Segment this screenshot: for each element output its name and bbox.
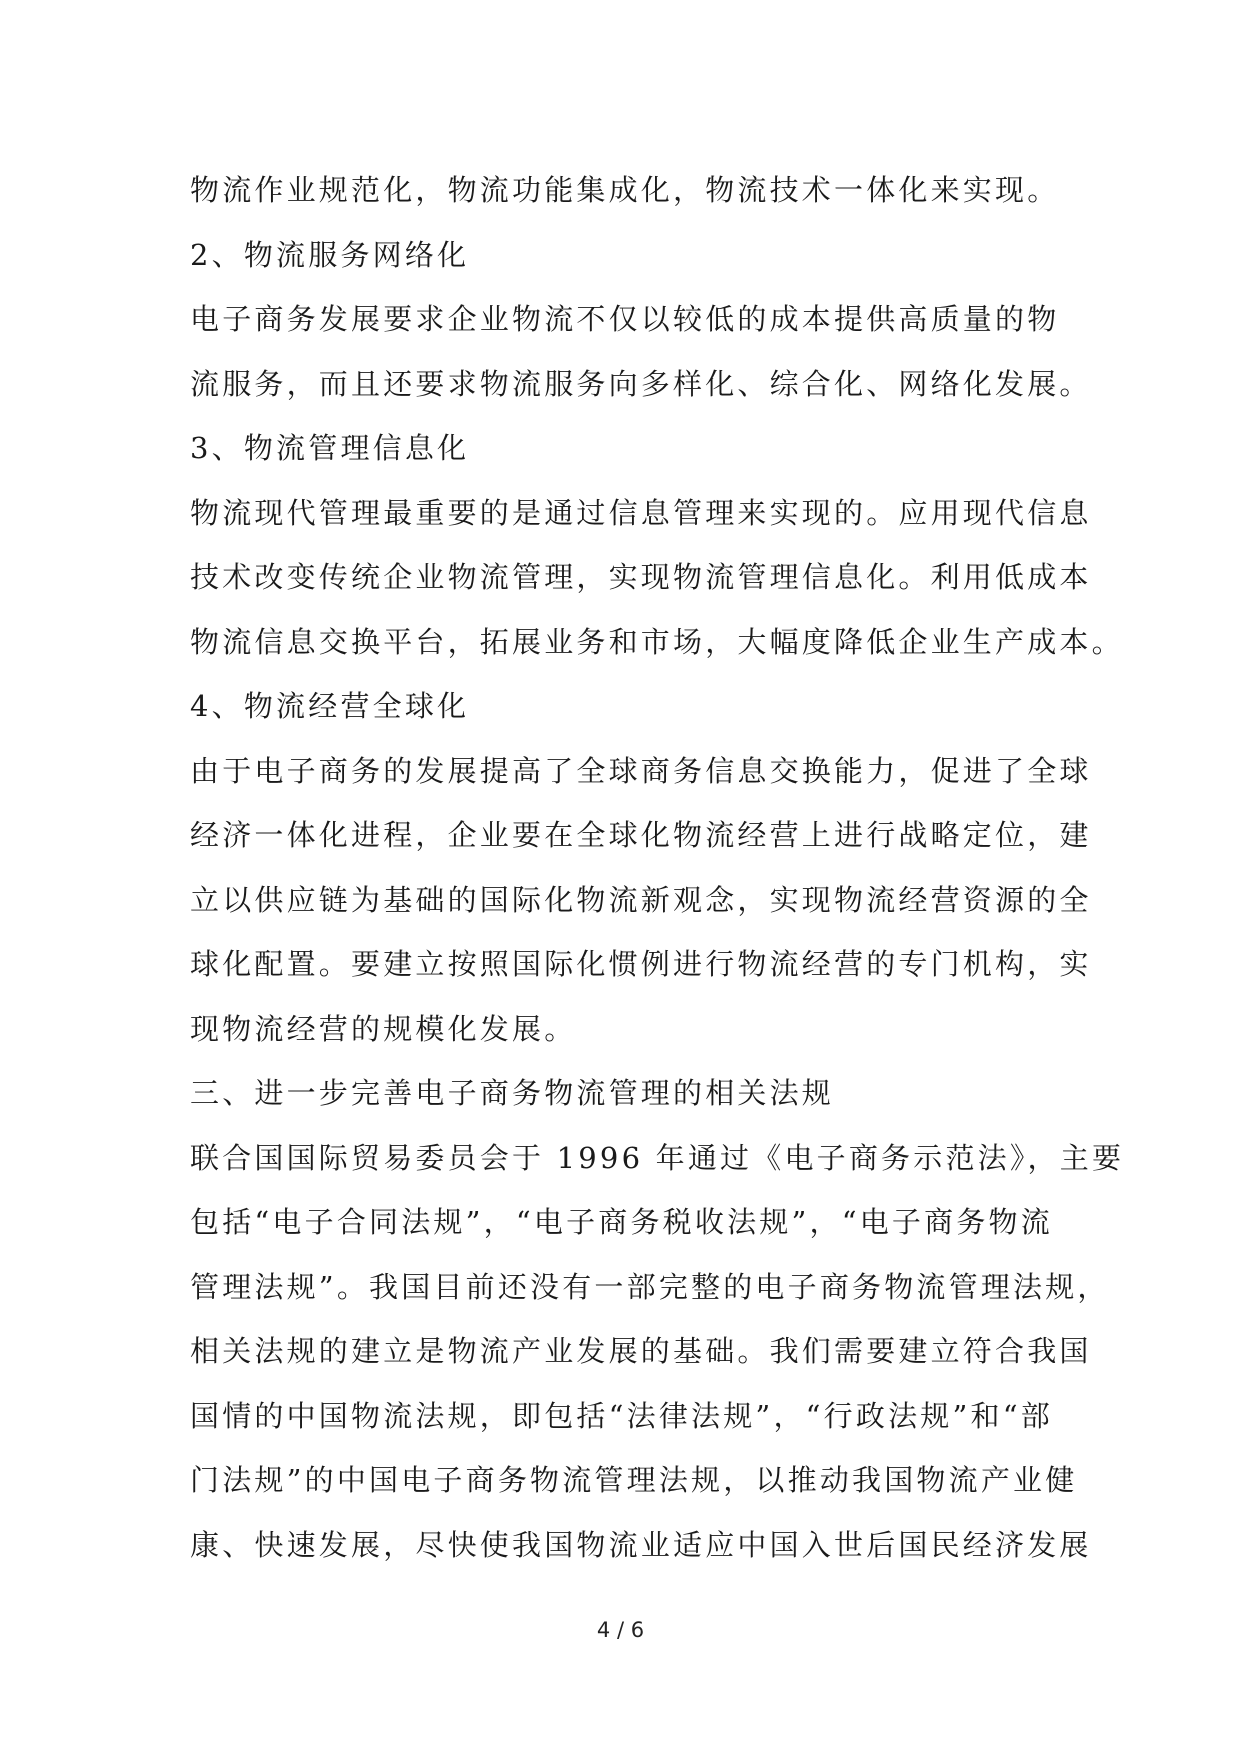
- section-heading: 三、进一步完善电子商务物流管理的相关法规: [190, 1076, 835, 1110]
- page-number: 4 / 6: [596, 1618, 645, 1642]
- text-line: 康、快速发展，尽快使我国物流业适应中国入世后国民经济发展: [190, 1527, 1092, 1562]
- text-line: 管理法规”。我国目前还没有一部完整的电子商务物流管理法规，: [190, 1269, 1110, 1304]
- text-line: 物流作业规范化，物流功能集成化，物流技术一体化来实现。: [190, 173, 1060, 207]
- text-line: 现物流经营的规模化发展。: [190, 1011, 577, 1046]
- text-line: 物流现代管理最重要的是通过信息管理来实现的。应用现代信息: [190, 495, 1092, 530]
- text-line: 技术改变传统企业物流管理，实现物流管理信息化。利用低成本: [190, 560, 1092, 594]
- text-line: 由于电子商务的发展提高了全球商务信息交换能力，促进了全球: [190, 753, 1092, 788]
- text-line: 联合国国际贸易委员会于 1996 年通过《电子商务示范法》，主要: [190, 1140, 1125, 1175]
- section-heading: 2、物流服务网络化: [190, 237, 470, 272]
- text-line: 物流信息交换平台，拓展业务和市场，大幅度降低企业生产成本。: [190, 624, 1124, 659]
- section-heading: 4、物流经营全球化: [190, 689, 470, 723]
- section-heading: 3、物流管理信息化: [190, 431, 470, 465]
- text-line: 流服务，而且还要求物流服务向多样化、综合化、网络化发展。: [190, 366, 1092, 401]
- text-line: 电子商务发展要求企业物流不仅以较低的成本提供高质量的物: [190, 302, 1060, 336]
- text-line: 国情的中国物流法规，即包括“法律法规”，“行政法规”和“部: [190, 1398, 1053, 1433]
- text-line: 球化配置。要建立按照国际化惯例进行物流经营的专门机构，实: [190, 947, 1092, 981]
- text-line: 经济一体化进程，企业要在全球化物流经营上进行战略定位，建: [190, 818, 1092, 852]
- text-line: 立以供应链为基础的国际化物流新观念，实现物流经营资源的全: [190, 882, 1092, 917]
- text-line: 门法规”的中国电子商务物流管理法规，以推动我国物流产业健: [190, 1463, 1078, 1497]
- text-line: 相关法规的建立是物流产业发展的基础。我们需要建立符合我国: [190, 1334, 1092, 1368]
- text-line: 包括“电子合同法规”，“电子商务税收法规”，“电子商务物流: [190, 1205, 1053, 1239]
- document-body: [190, 158, 1125, 1577]
